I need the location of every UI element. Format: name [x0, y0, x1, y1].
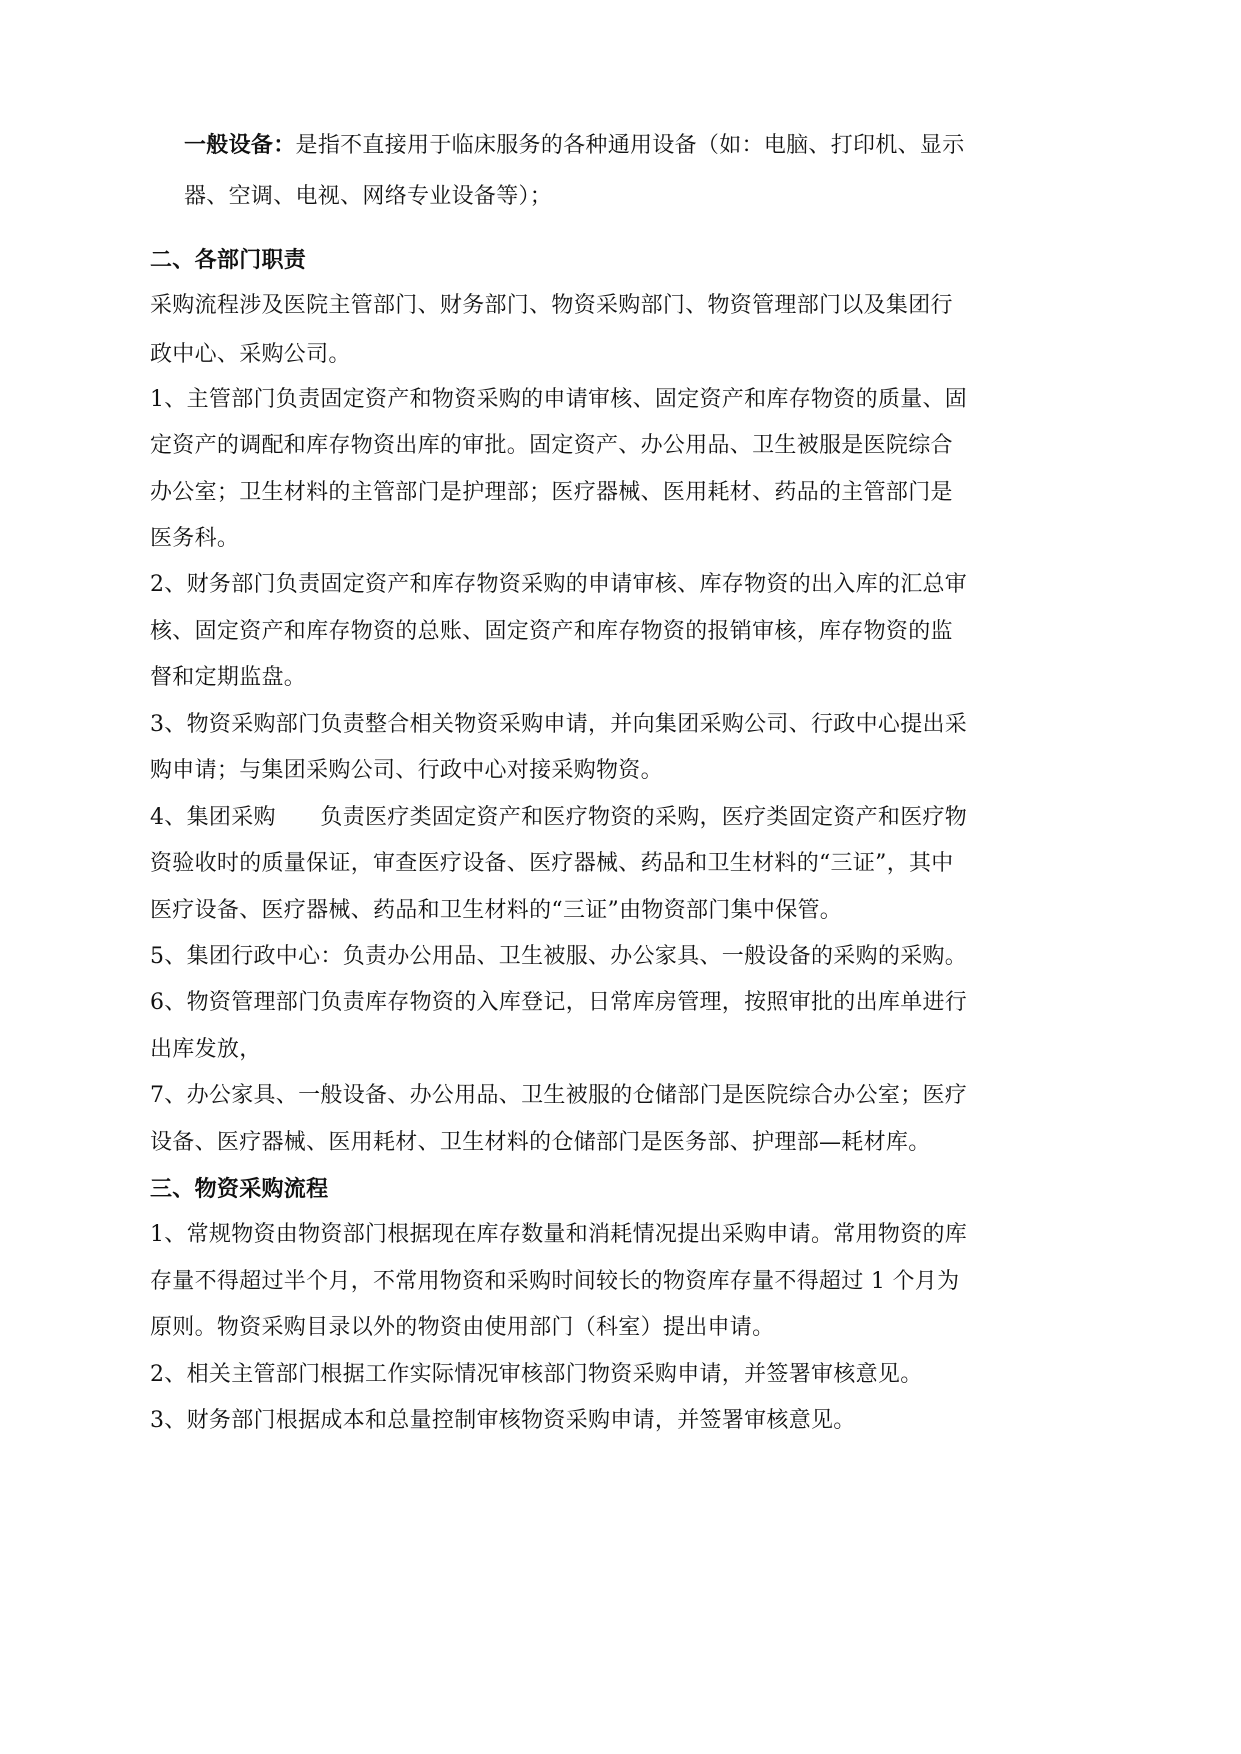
section-3-heading: 三、物资采购流程 [150, 1176, 329, 1202]
section-2-item-4-line-3: 医疗设备、医疗器械、药品和卫生材料的“三证”由物资部门集中保管。 [150, 898, 843, 923]
section-2-item-2-line-3: 督和定期监盘。 [150, 665, 307, 690]
section-3-item-2-line-1: 2、相关主管部门根据工作实际情况审核部门物资采购申请，并签署审核意见。 [150, 1362, 923, 1387]
section-2-item-2-line-1: 2、财务部门负责固定资产和库存物资采购的申请审核、库存物资的出入库的汇总审 [150, 572, 968, 597]
general-equipment-line-2: 器、空调、电视、网络专业设备等）； [184, 184, 553, 209]
section-2-intro-line-2: 政中心、采购公司。 [150, 342, 351, 367]
section-2-item-3-line-1: 3、物资采购部门负责整合相关物资采购申请，并向集团采购公司、行政中心提出采 [150, 712, 968, 737]
section-2-item-6-line-1: 6、物资管理部门负责库存物资的入库登记，日常库房管理，按照审批的出库单进行 [150, 990, 968, 1015]
section-3-item-1-line-1: 1、常规物资由物资部门根据现在库存数量和消耗情况提出采购申请。常用物资的库 [150, 1222, 968, 1247]
section-2-item-6-line-2: 出库发放， [150, 1037, 262, 1062]
section-2-item-5-line-1: 5、集团行政中心：负责办公用品、卫生被服、办公家具、一般设备的采购的采购。 [150, 944, 968, 969]
section-2-item-4-line-2: 资验收时的质量保证，审查医疗设备、医疗器械、药品和卫生材料的“三证”，其中 [150, 851, 954, 876]
section-2-item-1-line-2: 定资产的调配和库存物资出库的审批。固定资产、办公用品、卫生被服是医院综合 [150, 433, 953, 458]
general-equipment-definition: 是指不直接用于临床服务的各种通用设备（如：电脑、打印机、显示 [295, 133, 965, 158]
section-2-item-1-line-3: 办公室；卫生材料的主管部门是护理部；医疗器械、医用耗材、药品的主管部门是 [150, 480, 953, 505]
section-2-item-2-line-2: 核、固定资产和库存物资的总账、固定资产和库存物资的报销审核，库存物资的监 [150, 619, 953, 644]
general-equipment-term: 一般设备： [184, 132, 296, 158]
section-3-item-1-line-2: 存量不得超过半个月，不常用物资和采购时间较长的物资库存量不得超过 1 个月为 [150, 1269, 960, 1294]
section-2-heading: 二、各部门职责 [150, 247, 307, 273]
section-2-item-4-line-1: 4、集团采购 负责医疗类固定资产和医疗物资的采购，医疗类固定资产和医疗物 [150, 805, 968, 830]
section-2-intro-line-1: 采购流程涉及医院主管部门、财务部门、物资采购部门、物资管理部门以及集团行 [150, 293, 953, 318]
section-2-item-1-line-4: 医务科。 [150, 526, 240, 551]
section-2-item-7-line-2: 设备、医疗器械、医用耗材、卫生材料的仓储部门是医务部、护理部—耗材库。 [150, 1130, 931, 1155]
general-equipment-line-1 [184, 130, 965, 161]
section-3-item-3-line-1: 3、财务部门根据成本和总量控制审核物资采购申请，并签署审核意见。 [150, 1408, 856, 1433]
section-2-item-3-line-2: 购申请；与集团采购公司、行政中心对接采购物资。 [150, 758, 663, 783]
section-3-item-1-line-3: 原则。物资采购目录以外的物资由使用部门（科室）提出申请。 [150, 1315, 775, 1340]
section-2-item-7-line-1: 7、办公家具、一般设备、办公用品、卫生被服的仓储部门是医院综合办公室；医疗 [150, 1083, 968, 1108]
section-2-item-1-line-1: 1、主管部门负责固定资产和物资采购的申请审核、固定资产和库存物资的质量、固 [150, 387, 968, 412]
